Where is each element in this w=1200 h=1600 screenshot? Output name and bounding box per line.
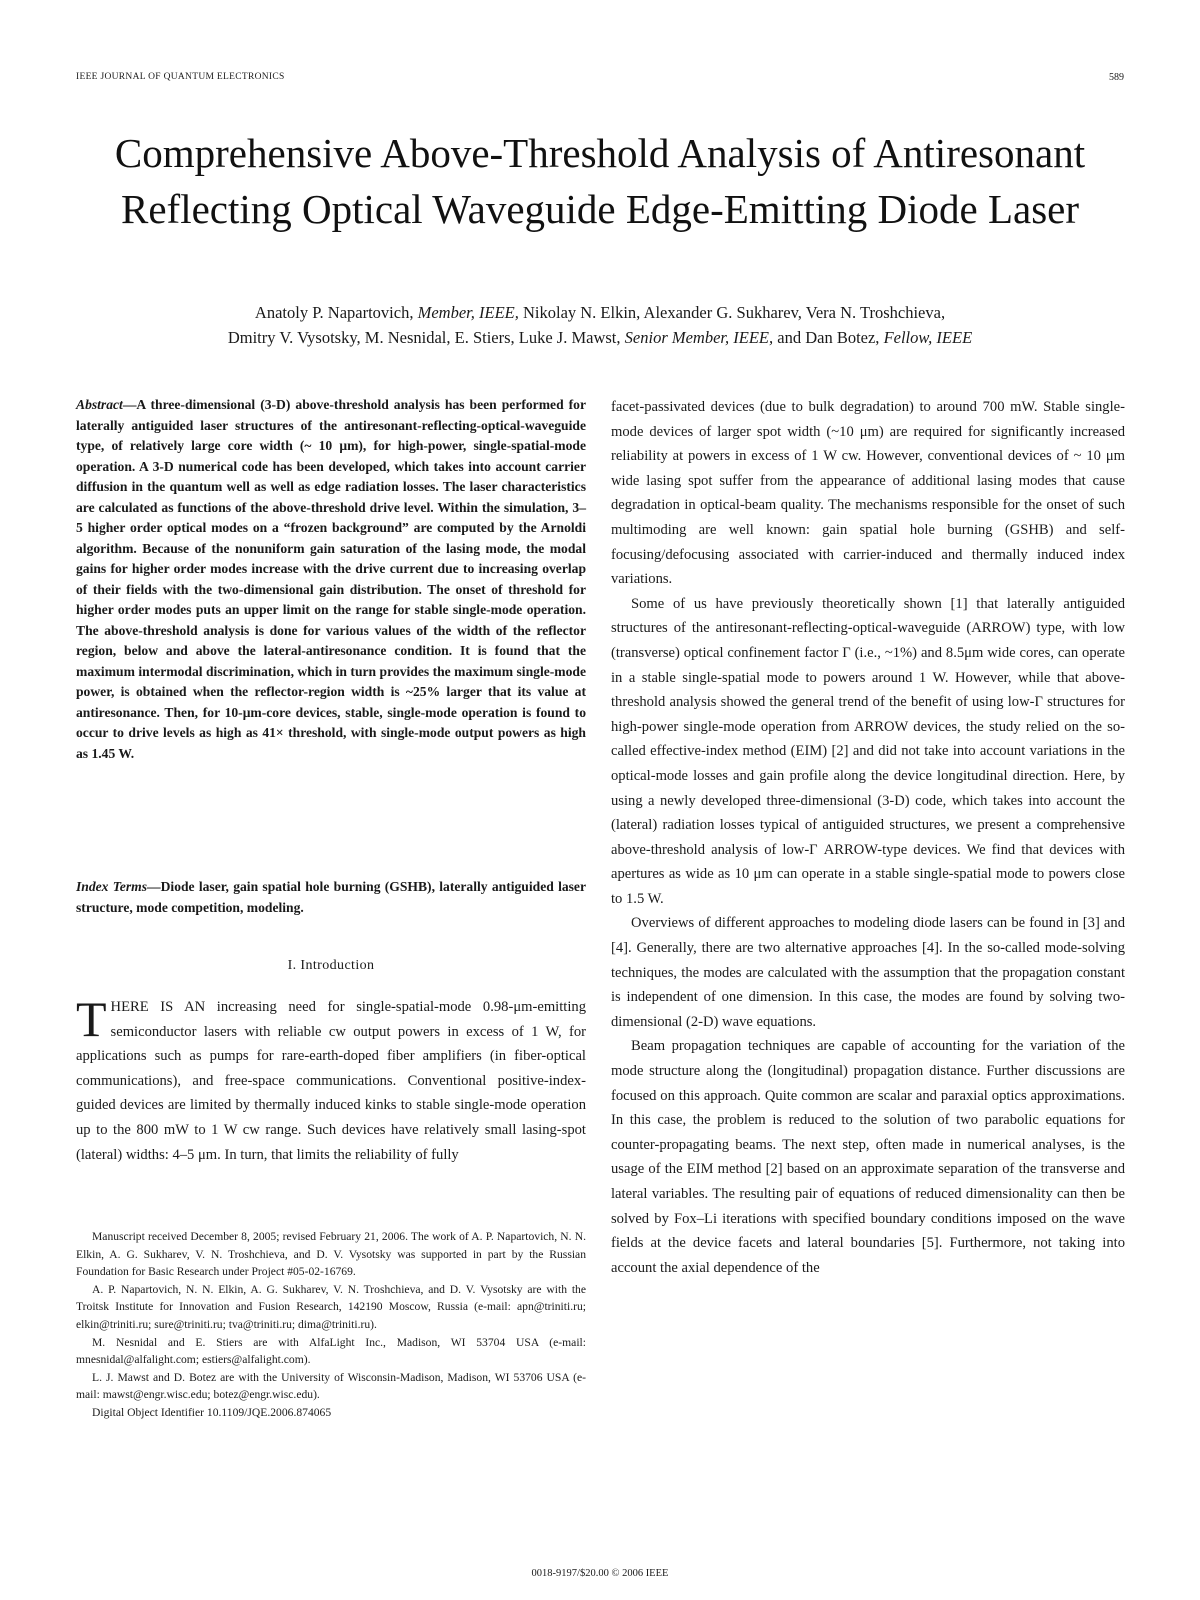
author: M. Nesnidal, (364, 328, 451, 347)
body-paragraph: facet-passivated devices (due to bulk degradation) to around 700 mW. Stable single-mode devices of larger spot width (~10 μm) are required for significantly increased reliability at powers in excess of 1 W cw. However, conventional devices of ~ 10 μm wide lasing spot suffer from the appearance of additional lasing modes that cause degradation in optical-beam quality. The mechanisms responsible for the onset of such multimoding are well known: gain spatial hole burning (GSHB) and self-focusing/defocusing associated with carrier-induced and thermally induced index variations. (611, 399, 1125, 588)
page-number: 589 (1109, 72, 1124, 83)
introduction-text: HERE IS AN increasing need for single-spatial-mode 0.98-μm-emitting semiconductor lasers with reliable cw output powers in excess of 1 W, for applications such as pumps for rare-earth-doped fiber amplifiers (in fiber-optical communications), and free-space communications. Conventional positive-index-guided devices are limited by thermally induced kinks to stable single-mode operation up to the 800 mW to 1 W cw range. Such devices have relatively small lasing-spot (lateral) widths: 4–5 μm. In turn, that limits the reliability of fully (76, 999, 586, 1163)
author: Alexander G. Sukharev, (643, 303, 802, 322)
author: Luke J. Mawst, (518, 328, 621, 347)
index-terms-lead: Index Terms (76, 879, 147, 894)
paper-title: Comprehensive Above-Threshold Analysis of Antiresonant Reflecting Optical Waveguide Edge-Emitting Diode Laser (114, 130, 1086, 232)
running-header-journal: IEEE JOURNAL OF QUANTUM ELECTRONICS (76, 72, 285, 82)
footnote-manuscript: Manuscript received December 8, 2005; revised February 21, 2006. The work of A. P. Napartovich, N. N. Elkin, A. G. Sukharev, V. N. Troshchieva, and D. V. Vysotsky was supported in part by the Russian Foundation for Basic Research under Project #05-02-16769. (76, 1230, 586, 1279)
author: and Dan Botez, (777, 328, 880, 347)
footnote-affiliation: A. P. Napartovich, N. N. Elkin, A. G. Sukharev, V. N. Troshchieva, and D. V. Vysotsky are with the Troitsk Institute for Innovation and Fusion Research, 142190 Moscow, Russia (e-mail: apn@triniti.ru; elkin@triniti.ru; sure@triniti.ru; tva@triniti.ru; dima@triniti.ru). (76, 1282, 586, 1331)
footnotes (76, 1228, 586, 1422)
author-role: Member, IEEE, (417, 303, 519, 322)
footnote-doi: Digital Object Identifier 10.1109/JQE.2006.874065 (92, 1405, 332, 1419)
body-paragraph: Overviews of different approaches to modeling diode lasers can be found in [3] and [4]. Generally, there are two alternative approaches [4]. In the so-called mode-solving techniques, the modes are calculated with the assumption that the propagation constant is independent of one dimension. In this case, the modes are found by solving two-dimensional (2-D) wave equations. (611, 915, 1125, 1030)
introduction-paragraph (76, 991, 586, 1167)
footnote-affiliation: M. Nesnidal and E. Stiers are with AlfaLight Inc., Madison, WI 53704 USA (e-mail: mnesnidal@alfalight.com; estiers@alfalight.com). (76, 1335, 586, 1367)
body-paragraph: Beam propagation techniques are capable of accounting for the variation of the mode structure along the (longitudinal) propagation distance. Further discussions are focused on this approach. Quite common are scalar and paraxial optics approximations. In this case, the problem is reduced to the solution of two parabolic equations for counter-propagating beams. The next step, often made in numerical analyses, is the usage of the EIM method [2] based on an approximate separation of the transverse and lateral variables. The resulting pair of equations of reduced dimensionality can then be solved by Fox–Li iterations with specified boundary conditions imposed on the wave fields at the device facets and lateral boundaries [5]. Furthermore, not taking into account the axial dependence of the (611, 1038, 1125, 1276)
right-column (611, 395, 1125, 1280)
author: Vera N. Troshchieva, (805, 303, 946, 322)
author-role: Fellow, IEEE (883, 328, 973, 347)
drop-cap: T (76, 991, 107, 1047)
body-paragraph: Some of us have previously theoretically shown [1] that laterally antiguided structures of the antiresonant-reflecting-optical-waveguide (ARROW) type, with low (transverse) optical confinement factor Γ (i.e., ~1%) and 8.5μm wide cores, can operate in a stable single-spatial mode to powers around 1 W. However, while that above-threshold analysis showed the general trend of the benefit of using low-Γ structures for high-power single-mode operation from ARROW devices, the study relied on the so-called effective-index method (EIM) [2] and did not take into account variations in the optical-mode losses and gain profile along the device longitudinal direction. Here, by using a newly developed three-dimensional (3-D) code, which takes into account the (lateral) radiation losses typical of antiguided structures, we present a comprehensive above-threshold analysis of low-Γ ARROW-type devices. We find that devices with apertures as wide as 10 μm can operate in a stable single-spatial mode to powers close to 1.5 W. (611, 595, 1125, 907)
index-terms-text: —Diode laser, gain spatial hole burning (GSHB), laterally antiguided laser structure, mode competition, modeling. (76, 879, 586, 915)
abstract-text: —A three-dimensional (3-D) above-threshold analysis has been performed for laterally antiguided laser structures of the antiresonant-reflecting-optical-waveguide type, of relatively large core width (~ 10 μm), for high-power, single-spatial-mode operation. A 3-D numerical code has been developed, which takes into account carrier diffusion in the quantum well as well as edge radiation losses. The laser characteristics are calculated as functions of the above-threshold drive level. Within the simulation, 3–5 higher order optical modes on a “frozen background” are computed by the Arnoldi algorithm. Because of the nonuniform gain saturation of the lasing mode, the modal gains for higher order modes increase with the drive current due to increasing overlap of their fields with the two-dimensional gain distribution. The onset of threshold for higher order modes puts an upper limit on the range for stable single-mode operation. The above-threshold analysis is done for various values of the width of the reflector region, below and above the lateral-antiresonance condition. It is found that the maximum intermodal discrimination, which in turn provides the maximum single-mode power, is obtained when the reflector-region width is ~25% larger that its value at antiresonance. Then, for 10-μm-core devices, stable, single-mode operation is found to occur to drive levels as high as 41× threshold, with single-mode output powers as high as 1.45 W. (76, 397, 586, 761)
author: Dmitry V. Vysotsky, (227, 328, 361, 347)
abstract-lead: Abstract (76, 397, 123, 412)
author-role: Senior Member, IEEE, (624, 328, 774, 347)
abstract (76, 395, 586, 764)
author: Nikolay N. Elkin, (522, 303, 641, 322)
section-heading-introduction: I. Introduction (287, 958, 375, 973)
author: E. Stiers, (454, 328, 515, 347)
index-terms (76, 877, 586, 918)
author-list (70, 300, 1130, 350)
footnote-affiliation: L. J. Mawst and D. Botez are with the University of Wisconsin-Madison, Madison, WI 53706 USA (e-mail: mawst@engr.wisc.edu; botez@engr.wisc.edu). (76, 1370, 586, 1402)
copyright-footer: 0018-9197/$20.00 © 2006 IEEE (531, 1568, 669, 1579)
author: Anatoly P. Napartovich, (254, 303, 414, 322)
